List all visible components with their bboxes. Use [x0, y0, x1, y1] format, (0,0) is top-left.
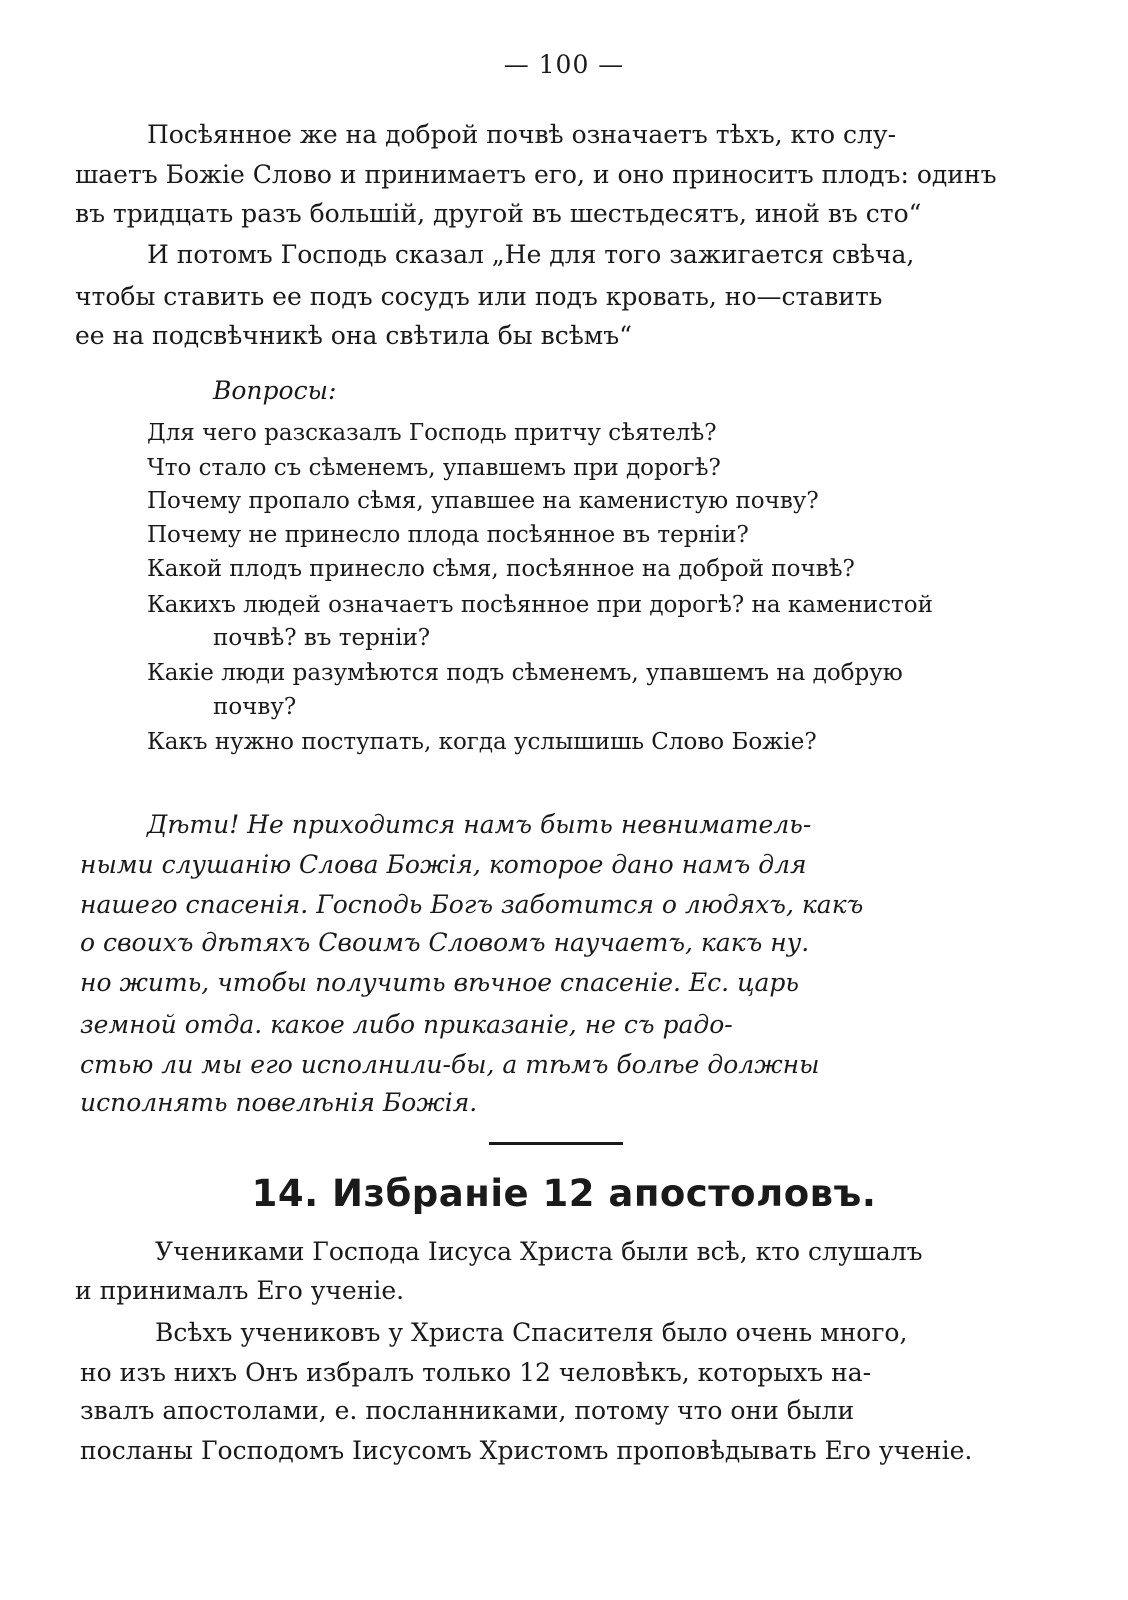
question-8: Какъ нужно поступать, когда услышишь Слово Божіе? — [147, 729, 817, 755]
moral-line-6: земной отда. какое либо приказаніе, не съ радо- — [80, 1010, 733, 1039]
moral-line-4: о своихъ дѣтяхъ Своимъ Словомъ научаетъ, какъ ну. — [80, 928, 810, 957]
question-3: Почему пропало сѣмя, упавшее на каменистую почву? — [147, 488, 819, 514]
paragraph1-line-6: ее на подсвѣчникѣ она свѣтила бы всѣмъ“ — [75, 321, 632, 350]
question-4: Почему не принесло плода посѣянное въ терніи? — [147, 522, 749, 548]
paragraph1-line-4: И потомъ Господь сказал „Не для того зажигается свѣча, — [147, 240, 915, 269]
questions-heading: Вопросы: — [213, 376, 337, 405]
moral-line-3: нашего спасенія. Господь Богъ заботится о людяхъ, какъ — [80, 890, 864, 919]
section-line-3: Всѣхъ учениковъ у Христа Спасителя было очень много, — [155, 1318, 908, 1347]
moral-line-2: ными слушанію Слова Божія, которое дано намъ для — [80, 850, 807, 879]
page-number: — 100 — — [503, 50, 625, 79]
paragraph1-line-5: чтобы ставить ее подъ сосудъ или подъ кровать, но—ставить — [75, 282, 883, 311]
moral-line-1: Дѣти! Не приходится намъ быть невниматель- — [147, 810, 812, 839]
section-line-1: Учениками Господа Іисуса Христа были всѣ, кто слушалъ — [155, 1237, 923, 1266]
paragraph1-line-1: Посѣянное же на доброй почвѣ означаетъ тѣхъ, кто слу- — [147, 120, 897, 149]
moral-line-5: но жить, чтобы получить вѣчное спасеніе. Ес. царь — [80, 968, 800, 997]
section-line-2: и принималъ Его ученіе. — [75, 1276, 405, 1305]
moral-line-7: стью ли мы его исполнили-бы, а тѣмъ болѣе должны — [80, 1050, 820, 1079]
paragraph1-line-2: шаетъ Божіе Слово и принимаетъ его, и оно приноситъ плодъ: одинъ — [75, 160, 997, 189]
section-line-6: посланы Господомъ Іисусомъ Христомъ проповѣдывать Его ученіе. — [80, 1436, 973, 1465]
section-divider — [489, 1142, 623, 1145]
question-7-continued: почву? — [213, 694, 297, 720]
section-line-4: но изъ нихъ Онъ избралъ только 12 человѣкъ, которыхъ на- — [80, 1358, 872, 1387]
question-2: Что стало съ сѣменемъ, упавшемъ при дорогѣ? — [147, 455, 721, 481]
question-6-continued: почвѣ? въ терніи? — [213, 625, 431, 651]
paragraph1-line-3: въ тридцать разъ большій, другой въ шестьдесятъ, иной въ сто“ — [75, 199, 922, 228]
question-5: Какой плодъ принесло сѣмя, посѣянное на доброй почвѣ? — [147, 556, 855, 582]
question-6: Какихъ людей означаетъ посѣянное при дорогѣ? на каменистой — [147, 592, 933, 618]
question-1: Для чего разсказалъ Господь притчу сѣятелѣ? — [147, 420, 717, 446]
section-title: 14. Избраніе 12 апостоловъ. — [251, 1172, 877, 1215]
moral-line-8: исполнять повелѣнія Божія. — [80, 1088, 478, 1117]
question-7: Какіе люди разумѣются подъ сѣменемъ, упавшемъ на добрую — [147, 660, 903, 686]
section-line-5: звалъ апостолами, е. посланниками, потому что они были — [80, 1396, 855, 1425]
